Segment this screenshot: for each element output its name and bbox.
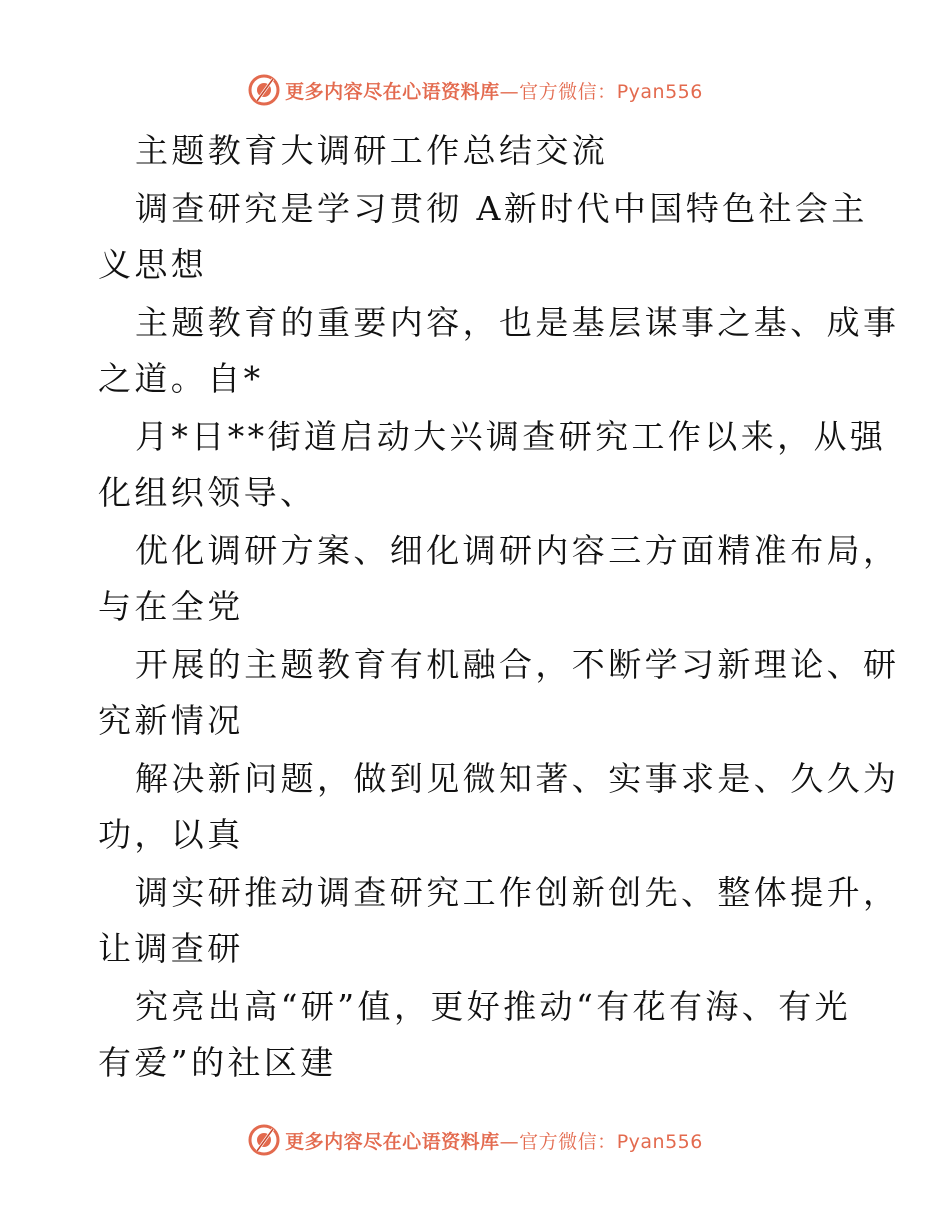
watermark-text: 更多内容尽在心语资料库—官方微信：Pyan556 [285,1130,703,1153]
document-body [98,123,900,1091]
pen-logo-icon [247,73,281,107]
paragraph: 开展的主题教育有机融合，不断学习新理论、研 究新情况 [98,645,900,740]
paragraph: 调查研究是学习贯彻 A新时代中国特色社会主 义思想 [98,189,868,284]
header-watermark [0,70,950,110]
document-title: 主题教育大调研工作总结交流 [135,131,609,170]
paragraph: 解决新问题，做到见微知著、实事求是、久久为 功，以真 [98,759,900,854]
paragraph: 优化调研方案、细化调研内容三方面精准布局， 与在全党 [98,531,900,626]
watermark-text: 更多内容尽在心语资料库—官方微信：Pyan556 [285,80,703,103]
paragraph: 主题教育的重要内容，也是基层谋事之基、成事 之道。自* [98,303,900,398]
paragraph: 月*日**街道启动大兴调查研究工作以来，从强 化组织领导、 [98,417,887,512]
paragraph: 调实研推动调查研究工作创新创先、整体提升， 让调查研 [98,873,900,968]
footer-watermark [0,1120,950,1160]
pen-logo-icon [247,1123,281,1157]
paragraph: 究亮出高“研”值，更好推动“有花有海、有光 有爱”的社区建 [98,987,852,1082]
